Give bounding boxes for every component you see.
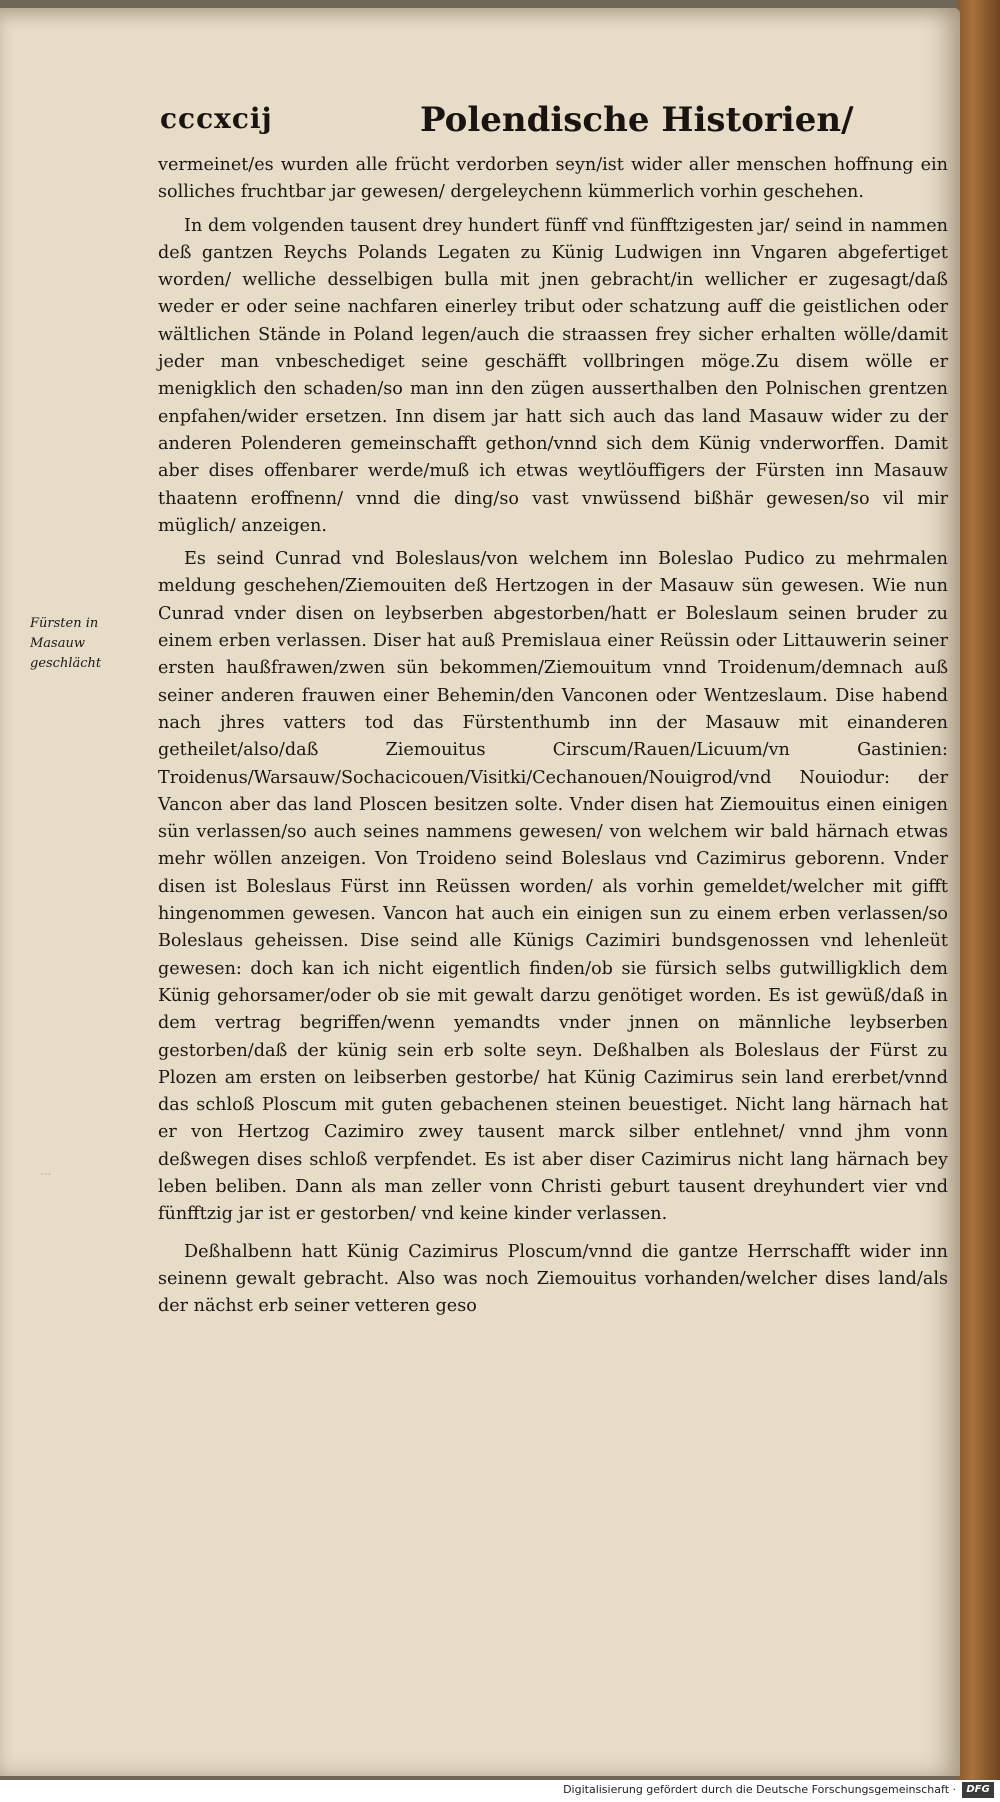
paragraph-1: vermeinet/es wurden alle frücht verdorben seyn/ist wider aller menschen hoffnung ein solliches fruchtbar jar gewesen/ dergeleychenn kümmerlich vorhin geschehen.	[158, 155, 948, 203]
body-text	[158, 152, 948, 1326]
page-header	[160, 100, 940, 150]
dfg-logo: DFG	[962, 1782, 994, 1798]
funding-credit: Digitalisierung gefördert durch die Deutsche Forschungsgemeinschaft ·	[563, 1783, 956, 1796]
running-title: Polendische Historien/	[420, 100, 854, 140]
book-spine	[958, 0, 1000, 1780]
paragraph-2: In dem volgenden tausent drey hundert fünff vnd fünfftzigesten jar/ seind in nammen deß gantzen Reychs Polands Legaten zu Künig Ludwigen inn Vngaren abgefertiget worden/ welliche desselbigen bulla mit jnen gebracht/in wellicher er zugesagt/daß weder er oder seine nachfaren einerley tribut oder schatzung auff die geistlichen oder wältlichen Stände in Poland legen/auch die straassen frey sicher erhalten wölle/damit jeder man vnbeschediget seine geschäfft vollbringen möge.Zu disem wölle er menigklich den schaden/so man inn den zügen ausserthalben den Polnischen grentzen enpfahen/wider ersetzen. Inn disem jar hatt sich auch das land Masauw wider zu der anderen Polenderen gemeinschafft gethon/vnnd sich dem Künig vnderworffen. Damit aber dises offenbarer werde/muß ich etwas weytlöuffigers der Fürsten inn Masauw thaatenn eroffnenn/ vnnd die ding/so vast vnwüssend bißhär gewesen/so vil mir müglich/ anzeigen.	[158, 215, 948, 536]
margin-note: Fürsten in Masauw geschlächt	[30, 616, 102, 671]
margin-faint-note: ...	[40, 1164, 52, 1178]
folio-number: cccxcij	[160, 102, 273, 135]
paragraph-3: Es seind Cunrad vnd Boleslaus/von welchem inn Boleslao Pudico zu mehrmalen meldung geschehen/Ziemouiten deß Hertzogen in der Masauw sün gewesen. Wie nun Cunrad vnder disen on leybserben abgestorben/hatt er Boleslaum seinen bruder zu einem erben verlassen. Diser hat auß Premislaua einer Reüssin oder Littauwerin seiner ersten haußfrawen/zwen sün bekommen/Ziemouitum vnnd Troidenum/demnach auß seiner anderen frauwen einer Behemin/den Vanconen oder Wentzeslaum. Dise habend nach jhres vatters tod das Fürstenthumb inn der Masauw mit einanderen getheilet/also/daß Ziemouitus Cirscum/Rauen/Licuum/vn Gastinien: Troidenus/Warsauw/Sochacicouen/Visitki/Cechanouen/Nouigrod/vnd Nouiodur: der Vancon aber das land Ploscen besitzen solte. Vnder disen hat Ziemouitus einen einigen sün verlassen/so auch seines nammens gewesen/ von welchem wir bald härnach etwas mehr wöllen anzeigen. Von Troideno seind Boleslaus vnd Cazimirus geborenn. Vnder disen ist Boleslaus Fürst inn Reüssen worden/ als vorhin gemeldet/welcher mit gifft hingenommen gewesen. Vancon hat auch ein einigen sun zu einem erben verlassen/so Boleslaus geheissen. Dise seind alle Künigs Cazimiri bundsgenossen vnd lehenleüt gewesen: doch kan ich nicht eigentlich finden/ob sie fürsich selbs gutwilligklich dem Künig gehorsamer/oder ob sie mit gewalt darzu genötiget worden. Es ist gewüß/daß in dem vertrag begriffen/wenn yemandts vnder jnnen on männliche leybserben gestorben/daß der künig sein erb solte seyn. Deßhalben als Boleslaus der Fürst zu Plozen am ersten on leibserben gestorbe/ hat Künig Cazimirus sein land ererbet/vnnd das schloß Ploscum mit guten gebachenen steinen beuestiget. Nicht lang härnach hat er von Hertzog Cazimiro zwey tausent marck silber entlehnet/ vnnd jhm vonn deßwegen dises schloß verpfendet. Es ist aber diser Cazimirus nicht lang härnach bey leben beliben. Dann als man zeller vonn Christi geburt tausent dreyhundert vier vnd fünfftzig jar ist er gestorben/ vnd keine kinder verlassen.	[158, 549, 948, 1225]
paragraph-4: Deßhalbenn hatt Künig Cazimirus Ploscum/vnnd die gantze Herrschafft wider inn seinenn gewalt gebracht. Also was noch Ziemouitus vorhanden/welcher dises land/als der nächst erb seiner vetteren geso	[158, 1241, 948, 1317]
footer-bar	[0, 1780, 1000, 1802]
